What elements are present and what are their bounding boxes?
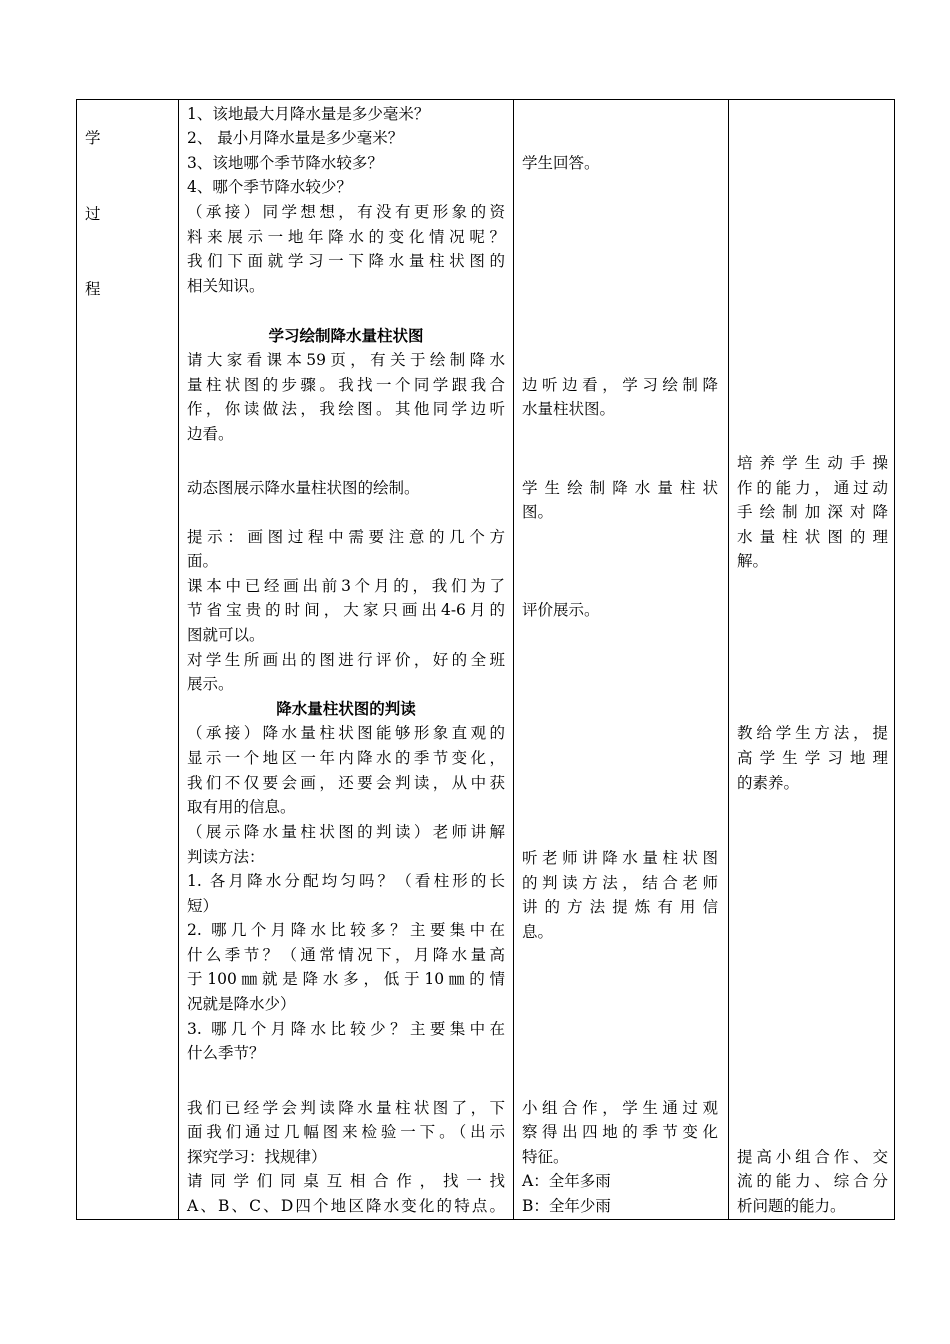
intent-3-line: 析问题的能力。 [737, 1197, 846, 1215]
check-line: 请同学们同桌互相合作，找一找 [187, 1172, 505, 1190]
hint-line: 提示：画图过程中需要注意的几个方 [187, 528, 505, 546]
check-line: 探究学习：找规律） [187, 1148, 327, 1166]
check-line: A、B、C、D四个地区降水变化的特点。 [187, 1197, 505, 1215]
intent-2-line: 的素养。 [737, 774, 800, 792]
method-1-line: 1. 各月降水分配均匀吗？（看柱形的长 [187, 872, 505, 890]
student-read-line: 听老师讲降水量柱状图 [522, 849, 718, 867]
animation-line: 动态图展示降水量柱状图的绘制。 [187, 479, 420, 497]
heading-draw: 学习绘制降水量柱状图 [268, 326, 424, 345]
method-2-line: 于100㎜就是降水多，低于10㎜的情 [187, 970, 505, 988]
column-divider [178, 100, 179, 1219]
student-evaluate: 评价展示。 [522, 601, 600, 619]
stage-column [77, 100, 178, 1219]
check-line: 面我们通过几幅图来检验一下。（出示 [187, 1123, 505, 1141]
hint-line: 面。 [187, 552, 219, 570]
draw-line: 边看。 [187, 425, 234, 443]
transition-line: 我们下面就学习一下降水量柱状图的 [187, 252, 505, 270]
method-2-line: 什么季节？（通常情况下，月降水量高 [187, 946, 505, 964]
method-3-line: 3. 哪几个月降水比较少？主要集中在 [187, 1020, 505, 1038]
draw-line: 量柱状图的步骤。我找一个同学跟我合 [187, 376, 505, 394]
stage-char: 程 [85, 280, 101, 298]
method-line: （展示降水量柱状图的判读）老师讲解 [187, 823, 505, 841]
intent-2-line: 高学生学习地理 [737, 749, 888, 767]
student-group-line: 特征。 [522, 1148, 569, 1166]
student-listen-line: 水量柱状图。 [522, 400, 616, 418]
evaluate-line: 展示。 [187, 675, 234, 693]
intent-3-line: 流的能力、综合分 [737, 1172, 888, 1190]
intent-1-line: 培养学生动手操 [737, 454, 888, 472]
method-line: 判读方法： [187, 848, 265, 866]
intent-1-line: 解。 [737, 552, 769, 570]
student-read-line: 的判读方法，结合老师 [522, 874, 718, 892]
teacher-column [187, 100, 505, 1219]
read-line: 取有用的信息。 [187, 798, 296, 816]
read-line: 显示一个地区一年内降水的季节变化， [187, 749, 505, 767]
read-line: 我们不仅要会画，还要会判读，从中获 [187, 774, 505, 792]
intent-column [737, 100, 888, 1219]
question-4: 4、哪个季节降水较少？ [187, 178, 352, 196]
student-group-line: 察得出四地的季节变化 [522, 1123, 718, 1141]
student-read-line: 讲的方法提炼有用信 [522, 898, 718, 916]
book-line: 图就可以。 [187, 626, 265, 644]
student-read-line: 息。 [522, 923, 554, 941]
draw-line: 作，你读做法，我绘图。其他同学边听 [187, 400, 505, 418]
student-listen-line: 边听边看，学习绘制降 [522, 376, 718, 394]
transition-line: 料来展示一地年降水的变化情况呢？ [187, 228, 505, 246]
check-line: 我们已经学会判读降水量柱状图了，下 [187, 1099, 505, 1117]
student-draw-line: 图。 [522, 503, 554, 521]
student-answer-a: A：全年多雨 [522, 1172, 611, 1190]
student-answer-b: B：全年少雨 [522, 1197, 611, 1215]
intent-1-line: 水量柱状图的理 [737, 528, 888, 546]
transition-line: （承接）同学想想，有没有更形象的资 [187, 203, 505, 221]
lesson-table [76, 99, 895, 1220]
book-line: 节省宝贵的时间，大家只画出4-6月的 [187, 601, 505, 619]
intent-1-line: 手绘制加深对降 [737, 503, 888, 521]
heading-read: 降水量柱状图的判读 [276, 699, 416, 718]
method-2-line: 2. 哪几个月降水比较多？主要集中在 [187, 921, 505, 939]
draw-line: 请大家看课本59页，有关于绘制降水 [187, 351, 505, 369]
column-divider [728, 100, 729, 1219]
method-2-line: 况就是降水少） [187, 995, 296, 1013]
question-2: 2、 最小月降水量是多少毫米？ [187, 129, 404, 147]
stage-char: 过 [85, 205, 101, 223]
book-line: 课本中已经画出前3个月的，我们为了 [187, 577, 505, 595]
transition-line: 相关知识。 [187, 277, 265, 295]
student-answer: 学生回答。 [522, 154, 600, 172]
evaluate-line: 对学生所画出的图进行评价，好的全班 [187, 651, 505, 669]
intent-2-line: 教给学生方法，提 [737, 724, 888, 742]
intent-1-line: 作的能力，通过动 [737, 479, 888, 497]
question-1: 1、该地最大月降水量是多少毫米？ [187, 105, 430, 123]
method-3-line: 什么季节？ [187, 1044, 265, 1062]
student-group-line: 小组合作，学生通过观 [522, 1099, 718, 1117]
question-3: 3、该地哪个季节降水较多？ [187, 154, 383, 172]
column-divider [513, 100, 514, 1219]
read-line: （承接）降水量柱状图能够形象直观的 [187, 724, 505, 742]
student-draw-line: 学生绘制降水量柱状 [522, 479, 718, 497]
intent-3-line: 提高小组合作、交 [737, 1148, 888, 1166]
method-1-line: 短） [187, 897, 219, 915]
student-column [522, 100, 718, 1219]
stage-char: 学 [85, 129, 101, 147]
